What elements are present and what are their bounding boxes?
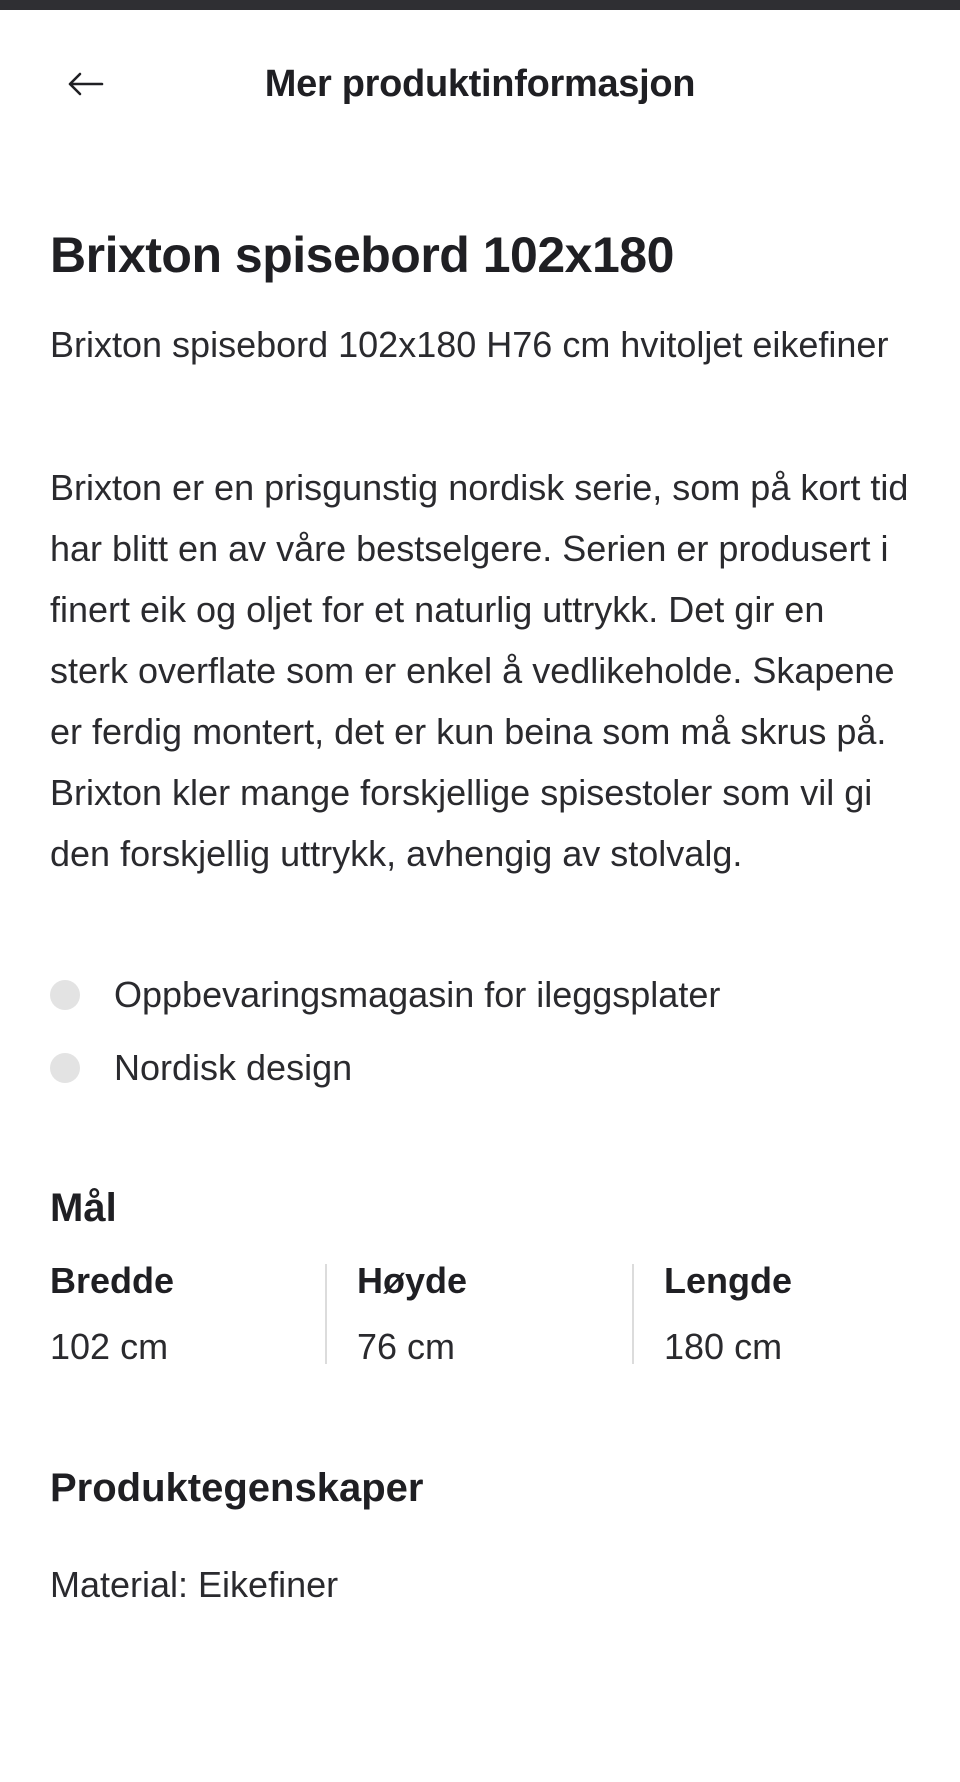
bullet-dot-icon <box>50 980 80 1010</box>
feature-list <box>50 958 910 1104</box>
status-bar-strip <box>0 0 960 10</box>
product-info-content <box>50 220 910 1610</box>
dimension-height <box>325 1260 632 1367</box>
dimension-value: 180 cm <box>664 1326 783 1367</box>
product-subtitle: Brixton spisebord 102x180 H76 cm hvitoljet eikefiner <box>50 324 889 365</box>
list-item <box>50 958 910 1031</box>
product-description: Brixton er en prisgunstig nordisk serie, som på kort tid har blitt en av våre bestselgere. Serien er produsert i finert eik og oljet for et naturlig uttrykk. Det gir en sterk overflate som er enkel å vedlikeholde. Skapene er ferdig montert, det er kun beina som må skrus på. Brixton kler mange forskjellige spisestoler som vil gi den forskjellig uttrykk, avhengig av stolvalg. <box>50 467 909 874</box>
properties-title: Produktegenskaper <box>50 1466 424 1510</box>
measurements-title: Mål <box>50 1186 117 1230</box>
dimension-label: Høyde <box>357 1260 468 1301</box>
page-title: Mer produktinformasjon <box>264 63 696 105</box>
feature-text: Oppbevaringsmagasin for ileggsplater <box>114 973 721 1015</box>
product-title: Brixton spisebord 102x180 <box>50 227 674 283</box>
dimension-label: Bredde <box>50 1260 175 1301</box>
list-item <box>50 1031 910 1104</box>
bullet-dot-icon <box>50 1053 80 1083</box>
dimension-value: 102 cm <box>50 1326 169 1367</box>
page-header <box>0 10 960 150</box>
dimension-value: 76 cm <box>357 1326 456 1367</box>
dimension-length <box>632 1260 932 1367</box>
dimension-width <box>50 1260 325 1367</box>
dimensions-row <box>50 1260 910 1367</box>
property-material: Material: Eikefiner <box>50 1564 339 1605</box>
feature-text: Nordisk design <box>114 1046 353 1088</box>
dimension-label: Lengde <box>664 1260 793 1301</box>
